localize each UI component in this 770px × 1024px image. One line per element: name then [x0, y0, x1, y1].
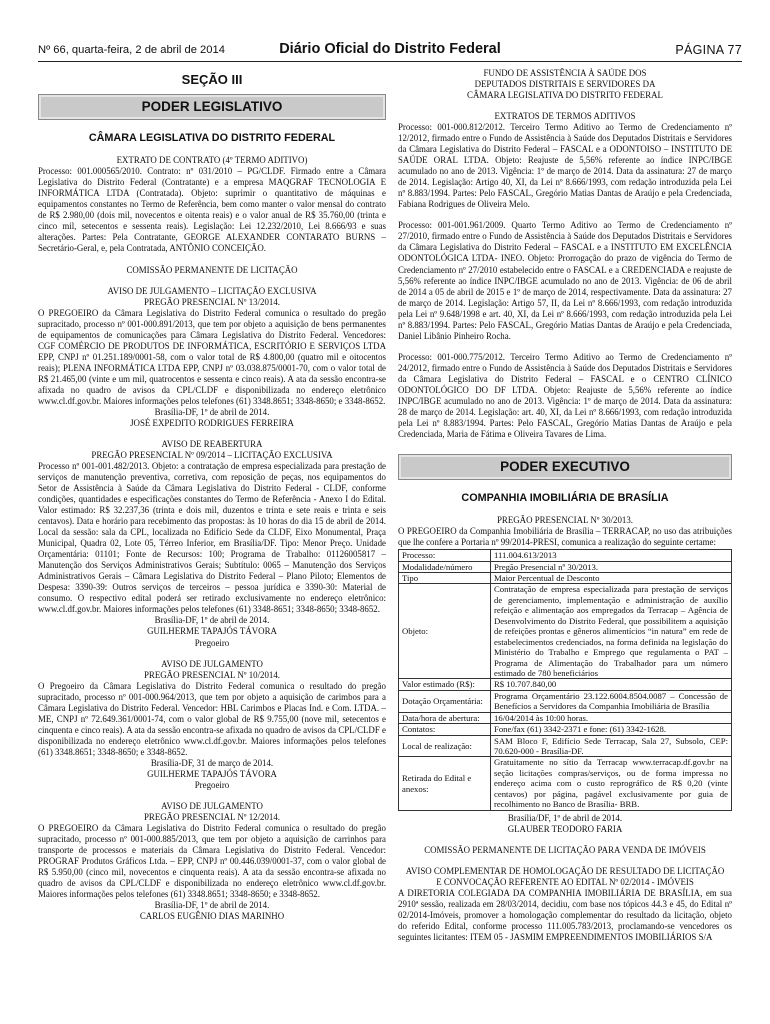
- fund-title-line-2: DEPUTADOS DISTRITAIS E SERVIDORES DA: [474, 79, 656, 90]
- table-key: Valor estimado (R$):: [399, 679, 491, 690]
- committee-2-title: COMISSÃO PERMANENTE DE LICITAÇÃO PARA VENDA DE IMÓVEIS: [424, 844, 706, 855]
- pregao-intro: O PREGOEIRO da Companhia Imobiliária de Brasília – TERRACAP, no uso das atribuições que lhe confere a Portaria nº 99/2014-PRESI, comunica a realização do seguinte certame:: [398, 526, 732, 548]
- notice-3-body: O Pregoeiro da Câmara Legislativa do Distrito Federal comunica o resultado do pregão supracitado, processo nº 001-000.964/2013, que tem por objeto a aquisição de carimbos para a Câmara Legislativa do Distrito Federal. Vencedor: HBL Carimbos e Placas Ind. e Com. LTDA. – ME, CNPJ nº 72.649.361/0001-74, com o valor global de R$ 9.755,00 (nove mil, setecentos e cinquenta e cinco reais). A ata da sessão encontra-se afixada no quadro de avisos da CPL/CLDF e disponibilizada no endereço eletrônico www.cl.df.gov.br. Maiores informações pelos telefones (61) 3348.8651; 3348-8650; e 3348-8652.: [38, 680, 386, 757]
- issue-info: Nº 66, quarta-feira, 2 de abril de 2014: [38, 44, 225, 56]
- table-value: Maior Percentual de Desconto: [491, 573, 732, 584]
- notice-3-title: AVISO DE JULGAMENTO: [161, 658, 263, 669]
- contract-body: Processo: 001.000565/2010. Contrato: nº 031/2010 – PG/CLDF. Firmado entre a Câmara Legislativa do Distrito Federal (Contratante) e a empresa MAQGRAF TECNOLOGIA E INFORMÁTICA LTDA (Contratada). Objeto: suprimir o quantitativo de máquinas e equipamentos constantes no Termo de Referência, bem como manter o valor mensal do contrato de R$ 2.980,00 (dois mil, novecentos e oitenta reais) e o valor anual de R$ 35.760,00 (trinta e cinco mil, setecentos e sessenta reais). Legislação: Lei 12.232/2010, Lei 8.666/93 e suas alterações. Partes: Pela Contratante, GEORGE ALEXANDER CONTARATO BURNS – Secretário-Geral, e, pela Contratada, ANTÔNIO CONCEIÇÃO.: [38, 166, 386, 254]
- table-row: [399, 757, 732, 810]
- table-value: SAM Bloco F, Edifício Sede Terracap, Sala 27, Subsolo, CEP: 70.620-000 - Brasília-DF.: [491, 735, 732, 757]
- table-key: Retirada do Edital e anexos:: [399, 757, 491, 810]
- terracap-signer: GLAUBER TEODORO FARIA: [507, 823, 623, 834]
- notice-3-subtitle: PREGÃO PRESENCIAL Nº 10/2014.: [143, 669, 281, 680]
- table-value: 111.004.613/2013: [491, 550, 732, 561]
- table-value: Pregão Presencial nº 30/2013.: [491, 561, 732, 572]
- terracap-date: Brasília/DF, 1º de abril de 2014.: [507, 812, 623, 823]
- notice-3-signer: GUILHERME TAPAJÓS TÁVORA: [147, 768, 277, 779]
- fund-title-line-1: FUNDO DE ASSISTÊNCIA À SAÚDE DOS: [483, 68, 647, 78]
- notice-4-date: Brasília-DF, 1º de abril de 2014.: [154, 900, 270, 911]
- notice-2-role: Pregoeiro: [194, 637, 230, 648]
- notice-1-title: AVISO DE JULGAMENTO – LICITAÇÃO EXCLUSIVA: [107, 285, 317, 296]
- table-key: Processo:: [399, 550, 491, 561]
- table-row: [399, 584, 732, 679]
- homologation-title-1: AVISO COMPLEMENTAR DE HOMOLOGAÇÃO DE RESULTADO DE LICITAÇÃO: [405, 865, 725, 876]
- notice-1-subtitle: PREGÃO PRESENCIAL Nº 13/2014.: [143, 296, 281, 307]
- table-row: [399, 724, 732, 735]
- page-number: PÁGINA 77: [675, 43, 742, 57]
- notice-3-role: Pregoeiro: [194, 779, 230, 790]
- section-title: SEÇÃO III: [181, 72, 243, 87]
- committee-title: COMISSÃO PERMANENTE DE LICITAÇÃO: [126, 264, 298, 275]
- table-value: Fone/fax (61) 3342-2371 e fone: (61) 3342-1628.: [491, 724, 732, 735]
- right-column: [398, 68, 732, 1014]
- table-key: Data/hora de abertura:: [399, 712, 491, 723]
- notice-2-signer: GUILHERME TAPAJÓS TÁVORA: [147, 626, 277, 637]
- contract-title: EXTRATO DE CONTRATO (4º TERMO ADITIVO): [116, 155, 308, 166]
- pregao-table: [398, 549, 732, 811]
- left-column: [38, 68, 386, 1014]
- power-executivo-banner: PODER EXECUTIVO: [398, 454, 732, 480]
- notice-4-subtitle: PREGÃO PRESENCIAL Nº 12/2014.: [143, 811, 281, 822]
- notice-2-title: AVISO DE REABERTURA: [161, 438, 263, 449]
- table-value: R$ 10.707.840,00: [491, 679, 732, 690]
- table-value: Programa Orçamentário 23.122.6004.8504.0087 – Concessão de Benefícios a Servidores da Companhia Imobiliária de Brasília: [491, 690, 732, 712]
- notice-1-body: O PREGOEIRO da Câmara Legislativa do Distrito Federal comunica o resultado do pregão supracitado, processo nº 001-000.891/2013, que tem por objeto a aquisição de bens permanentes de equipamentos de comunicações para Câmara Legislativa do Distrito Federal. Vencedores: CGF COMÉRCIO DE PRODUTOS DE INFORMÁTICA, ESCRITÓRIO E SERVIÇOS LTDA EPP, CNPJ nº 01.251.189/0001-58, com o valor total de R$ 4.800,00 (quatro mil e oitocentos reais); PLENA INFORMÁTICA LTDA EPP, CNPJ nº 03.038.875/0001-70, com o valor total de R$ 21.465,00 (vinte e um mil, quatrocentos e sessenta e cinco reais). A ata da sessão encontra-se afixada no quadro de avisos da CPL/CLDF e disponibilizada no endereço eletrônico www.cl.df.gov.br. Maiores informações pelos telefones (61) 3348.8651; 3348-8650; e 3348-8652.: [38, 307, 386, 406]
- table-row: [399, 712, 732, 723]
- table-row: [399, 679, 732, 690]
- table-row: [399, 690, 732, 712]
- table-key: Objeto:: [399, 584, 491, 679]
- homologation-title-2: E CONVOCAÇÃO REFERENTE AO EDITAL Nº 02/2014 - IMÓVEIS: [436, 876, 694, 887]
- notice-2-date: Brasília-DF, 1º de abril de 2014.: [154, 615, 270, 626]
- table-key: Modalidade/número: [399, 561, 491, 572]
- org-title-terracap: COMPANHIA IMOBILIÁRIA DE BRASÍLIA: [461, 491, 669, 504]
- notice-4-body: O PREGOEIRO da Câmara Legislativa do Distrito Federal comunica o resultado do pregão supracitado, processo nº 001-000.885/2013, que tem por objeto a aquisição de carrinhos para transporte de processos e materiais da Câmara Legislativa do Distrito Federal. Vencedor: PROGRAF Produtos Gráficos Ltda. – EPP, CNPJ nº 00.446.039/0001-37, com o valor global de R$ 5.950,00 (cinco mil, novecentos e cinquenta reais). A ata da sessão encontra-se afixada no quadro de avisos da CPL/CLDF e disponibilizada no endereço eletrônico www.cl.df.gov.br. Maiores informações pelos telefones (61) 3348.8651; 3348-8650; e 3348-8652.: [38, 822, 386, 900]
- extract-2: Processo: 001-001.961/2009. Quarto Termo Aditivo ao Termo de Credenciamento nº 27/2010, firmado entre o Fundo de Assistência à Saúde dos Deputados Distritais e Servidores da Câmara Legislativa do Distrito Federal – FASCAL e a INSTITUTO EM EXCELÊNCIA ODONTOLÓGICA LTDA- INEO. Objeto: Prorrogação do prazo de vigência do Termo de Credenciamento nº 27/2010 estabelecido entre o FASCAL e a CREDENCIADA e reajuste de 5,56% referente ao índice INPC/IBGE acumulado no ano de 2013. Vigência: de 06 de abril de 2014 a 05 de abril de 2015 e 1º de março de 2014, respectivamente. Data da assinatura: 27 de março de 2014. Legislação: Artigo 57, II, da Lei nº 8.666/1993, com redação introduzida pela Lei nº 9.648/1998 e art. 40, XI, da Lei nº 8.666/1993, com redação introduzida pela Lei nº 8.883/1994. Partes: Pelo FASCAL, Gregório Matias Dantas de Araújo e pela Credenciada, Daniel Libânio Pinheiro Rocha.: [398, 220, 732, 341]
- notice-2-body: Processo nº 001-001.482/2013. Objeto: a contratação de empresa especializada para prestação de serviços de manutenção preventiva, corretiva, com reposição de peças, nos equipamentos do Setor de Assistência à Saúde da Câmara Legislativa do Distrito Federal - CLDF, conforme condições, quantidades e especificações constantes do Termo de Referência - Anexo I do Edital. Valor estimado: R$ 32.237,36 (trinta e dois mil, duzentos e trinta e sete reais e trinta e seis centavos). Data e horário para recebimento das propostas: às 10 horas do dia 15 de abril de 2014. Local da sessão: sala da CPL, localizada no Edifício Sede da CLDF, Eixo Monumental, Praça Municipal, Quadra 02, Lote 05, Térreo Inferior, em Brasília/DF. Tipo: Menor Preço. Unidade Orçamentária: 01101; Fonte de Recursos: 100; Programa de Trabalho: 01126005817 – Manutenção dos Serviços Administrativos Gerais; Subtítulo: 0065 – Manutenção dos Serviços Administrativos Gerais – Câmara Legislativa do Distrito Federal – Plano Piloto; Elementos de Despesa: 3390-39: Outros serviços de terceiros – pessoa jurídica e 3390-30: Material de consumo. O respectivo edital poderá ser retirado exclusivamente no endereço eletrônico: www.cl.df.gov.br. Maiores informações pelos telefones (61) 3348-8651; 3348-8650; 3348-8652.: [38, 461, 386, 615]
- table-value: Gratuitamente no sítio da Terracap www.terracap.df.gov.br na seção licitações compras/serviços, ou de forma impressa no endereço acima com o custo reprográfico de R$ 0,20 (vinte centavos) por página, pagável exclusivamente por guia de recolhimento no Banco de Brasília- BRB.: [491, 757, 732, 810]
- notice-3-date: Brasília-DF, 31 de março de 2014.: [150, 757, 274, 768]
- notice-2-subtitle: PREGÃO PRESENCIAL Nº 09/2014 – LICITAÇÃO EXCLUSIVA: [91, 449, 333, 460]
- table-row: [399, 550, 732, 561]
- journal-title: Diário Oficial do Distrito Federal: [279, 41, 501, 57]
- org-title-cldf: CÂMARA LEGISLATIVA DO DISTRITO FEDERAL: [88, 131, 336, 144]
- notice-4-signer: CARLOS EUGÊNIO DIAS MARINHO: [139, 911, 285, 922]
- table-key: Local de realização:: [399, 735, 491, 757]
- extract-1: Processo: 001-000.812/2012. Terceiro Termo Aditivo ao Termo de Credenciamento nº 12/2012, firmado entre o Fundo de Assistência à Saúde dos Deputados Distritais e Servidores da Câmara Legislativa do Distrito Federal – FASCAL e a ODONTOISO – INSTITUTO DE SAÚDE ORAL LTDA. Objeto: Reajuste de 5,56% referente ao índice INPC/IBGE acumulado no ano de 2013. Vigência: 1º de março de 2014. Data da assinatura: 27 de março de 2014. Legislação: Artigo 40, XI, da Lei nº 8.666/1993, com redação introduzida pela Lei nº 8.883/1994. Partes: Pelo FASCAL, Gregório Matias Dantas de Araújo e pela Credenciada, Fabiana Rodrigues de Oliveira Melo.: [398, 122, 732, 210]
- power-legislativo-banner: PODER LEGISLATIVO: [38, 94, 386, 120]
- table-row: [399, 735, 732, 757]
- homologation-body: A DIRETORIA COLEGIADA DA COMPANHIA IMOBILIÁRIA DE BRASÍLIA, em sua 2910ª sessão, realizada em 28/03/2014, decidiu, com base nos tópicos 44.3 e 45, do Edital nº 02/2014-Imóveis, promover a homologação complementar do resultado da licitação, objeto do referido Edital, conforme processo 111.005.783/2013, proclamando-se vencedores os seguintes licitantes: ITEM 05 - JASMIM EMPREENDIMENTOS IMOBILIÁRIOS S/A: [398, 887, 732, 942]
- notice-4-title: AVISO DE JULGAMENTO: [161, 800, 263, 811]
- page-header: [38, 40, 742, 62]
- table-key: Contatos:: [399, 724, 491, 735]
- notice-1-signer: JOSÉ EXPEDITO RODRIGUES FERREIRA: [130, 417, 294, 428]
- table-row: [399, 573, 732, 584]
- extract-3: Processo: 001-000.775/2012. Terceiro Termo Aditivo ao Termo de Credenciamento nº 24/2012, firmado entre o Fundo de Assistência à Saúde dos Deputados Distritais e Servidores da Câmara Legislativa do Distrito Federal – FASCAL e o CENTRO CLÍNICO ODONTOLÓGICO DO DF LTDA. Objeto: Reajuste de 5,56% referente ao índice INPC/IBGE acumulado no ano de 2013. Vigência: 1º de março de 2014. Data da assinatura: 28 de março de 2014. Legislação: art. 40, XI, da Lei nº 8.666/1993, com redação introduzida pela Lei nº 8.883/1994. Partes: Pelo FASCAL, Gregório Matias Dantas de Araújo e pela Credenciada, Maria de Fátima e Oliveira Tavares de Lima.: [398, 351, 732, 439]
- pregao-title: PREGÃO PRESENCIAL Nº 30/2013.: [496, 515, 634, 526]
- table-key: Dotação Orçamentária:: [399, 690, 491, 712]
- table-value: Contratação de empresa especializada para prestação de serviços de gerenciamento, implementação e administração de auxílio refeição e alimentação aos empregados da Terracap – Agência de Desenvolvimento do Distrito Federal, que possibilitem a aquisição de refeições prontas e gêneros alimentícios “in natura” em rede de estabelecimentos credenciados, na forma definida na legislação do Ministério do Trabalho e Emprego que regulamenta o PAT – Programa de Alimentação do Trabalhador para um número estimado de 780 beneficiários: [491, 584, 732, 679]
- notice-1-date: Brasília-DF, 1º de abril de 2014.: [154, 406, 270, 417]
- table-value: 16/04/2014 às 10:00 horas.: [491, 712, 732, 723]
- table-key: Tipo: [399, 573, 491, 584]
- fund-title-line-3: CÂMARA LEGISLATIVA DO DISTRITO FEDERAL: [467, 90, 663, 101]
- table-row: [399, 561, 732, 572]
- extracts-title: EXTRATOS DE TERMOS ADITIVOS: [494, 111, 636, 122]
